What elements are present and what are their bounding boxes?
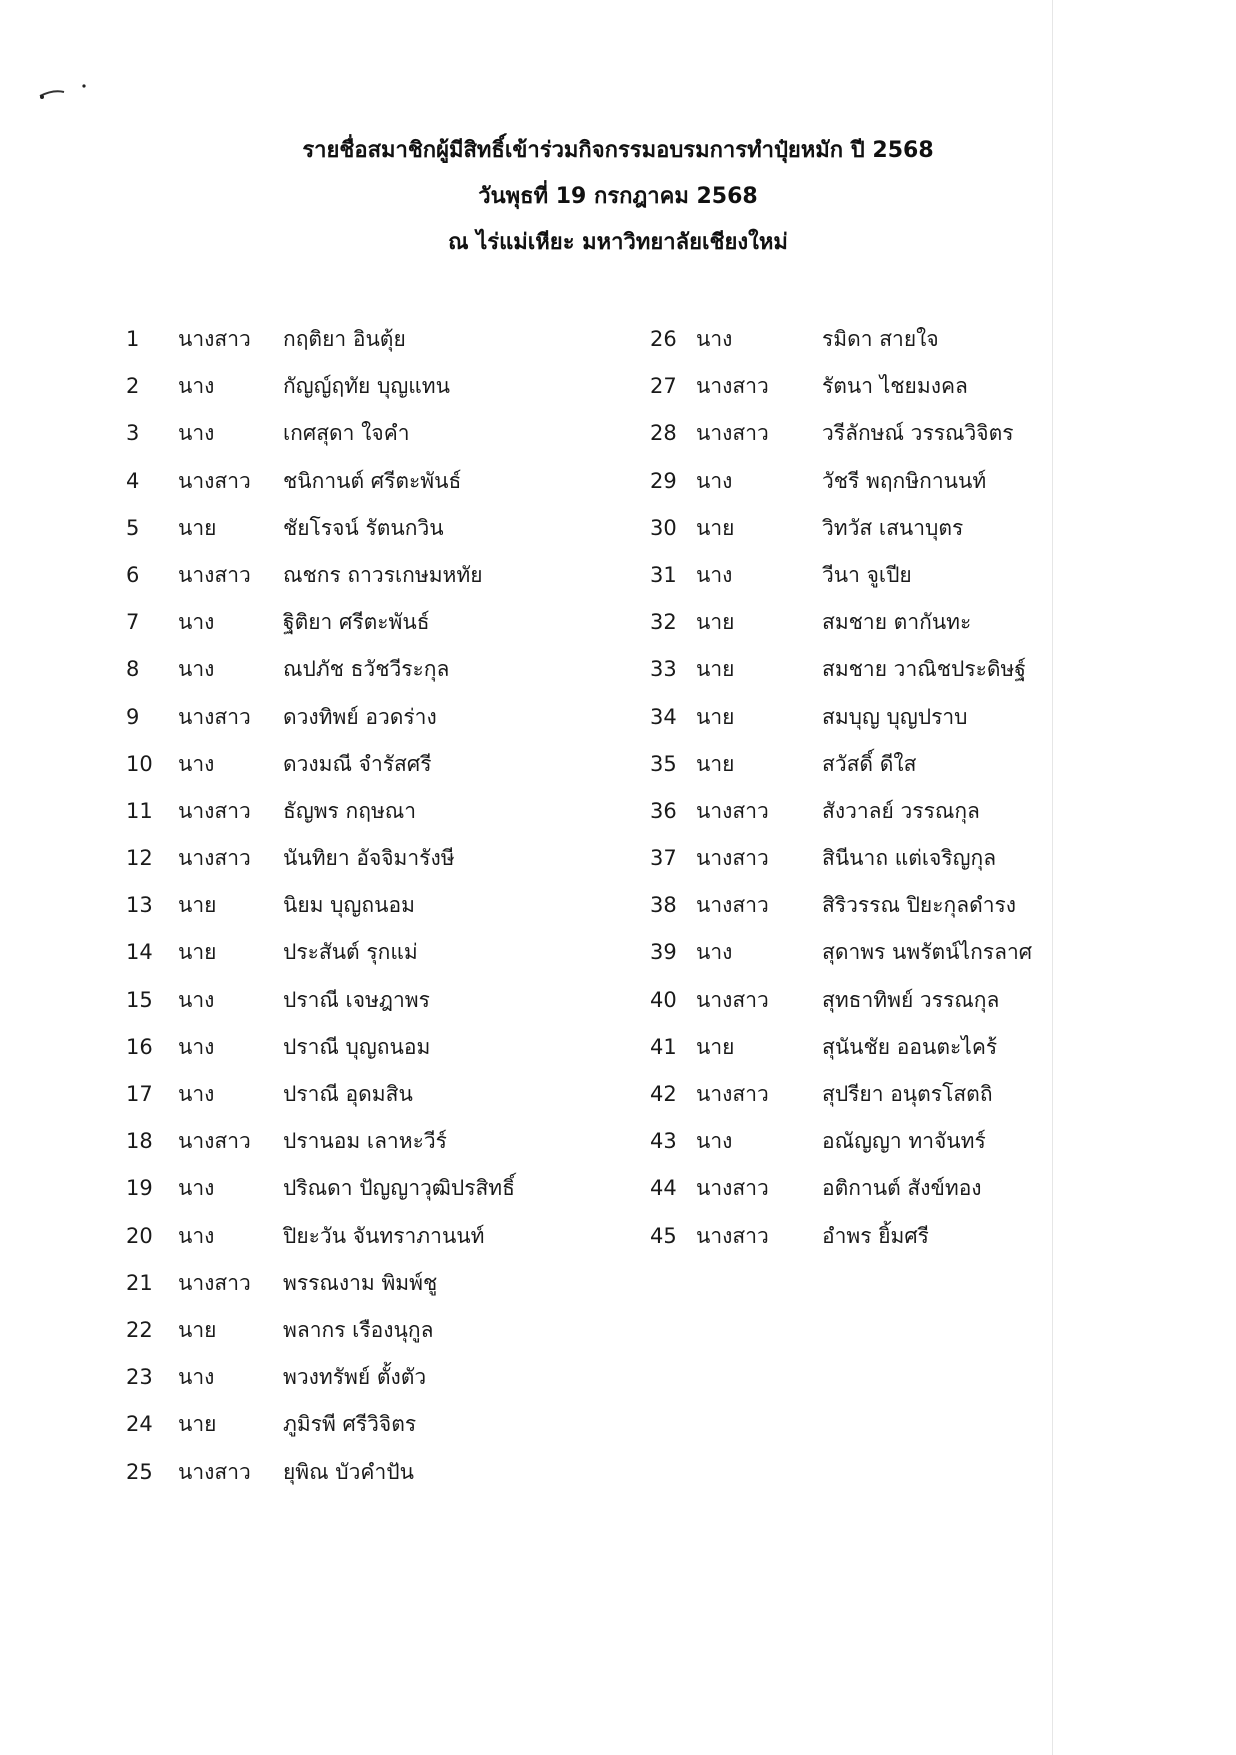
member-title: นางสาว xyxy=(178,798,251,823)
member-title: นาย xyxy=(696,704,735,729)
member-title: นาง xyxy=(178,1365,215,1390)
member-name: ณชกร ถาวรเกษมหทัย xyxy=(283,562,483,587)
member-title: นาย xyxy=(696,610,735,635)
member-name: เกศสุดา ใจคำ xyxy=(283,421,410,446)
member-title: นาง xyxy=(178,1082,215,1106)
member-title: นาย xyxy=(178,1412,217,1437)
member-name: ปรานอม เลาหะวีร์ xyxy=(283,1129,447,1154)
member-name: วัชรี พฤกษิกานนท์ xyxy=(822,468,987,493)
member-number: 13 xyxy=(126,893,153,918)
member-title: นาย xyxy=(178,893,217,918)
member-name: อณัญญา ทาจันทร์ xyxy=(822,1129,986,1154)
member-title: นางสาว xyxy=(178,1129,251,1154)
member-title: นาง xyxy=(178,1176,215,1201)
member-number: 6 xyxy=(126,562,140,587)
member-name: วิทวัส เสนาบุตร xyxy=(822,515,964,540)
member-title: นางสาว xyxy=(178,468,251,493)
member-number: 37 xyxy=(650,846,677,871)
member-title: นาย xyxy=(696,657,735,682)
member-number: 25 xyxy=(126,1459,153,1484)
member-number: 18 xyxy=(126,1129,153,1154)
member-name: สินีนาถ แต่เจริญกุล xyxy=(822,846,997,871)
member-title: นาง xyxy=(178,657,215,682)
member-name: รัตนา ไชยมงคล xyxy=(822,374,968,399)
member-title: นาง xyxy=(696,327,733,351)
member-title: นางสาว xyxy=(696,1176,769,1201)
member-number: 11 xyxy=(126,798,153,823)
member-title: นาง xyxy=(178,374,215,399)
member-name: รมิดา สายใจ xyxy=(822,327,939,351)
member-name: พรรณงาม พิมพ์ชู xyxy=(283,1270,438,1295)
member-name: ปิยะวัน จันทราภานนท์ xyxy=(283,1223,485,1248)
member-number: 3 xyxy=(126,421,140,446)
member-number: 33 xyxy=(650,657,677,682)
member-title: นาง xyxy=(696,562,733,587)
member-number: 28 xyxy=(650,421,677,446)
member-title: นาง xyxy=(696,468,733,493)
member-title: นาง xyxy=(178,1034,215,1059)
member-title: นาง xyxy=(178,751,215,776)
member-title: นางสาว xyxy=(696,1082,769,1106)
member-number: 17 xyxy=(126,1082,153,1106)
member-title: นางสาว xyxy=(696,987,769,1012)
member-number: 30 xyxy=(650,515,677,540)
member-number: 35 xyxy=(650,751,677,776)
member-title: นาง xyxy=(178,421,215,446)
member-name: พวงทรัพย์ ตั้งตัว xyxy=(283,1365,427,1390)
member-title: นางสาว xyxy=(178,704,251,729)
member-number: 21 xyxy=(126,1270,153,1295)
member-number: 2 xyxy=(126,374,140,399)
member-title: นางสาว xyxy=(696,374,769,399)
member-number: 40 xyxy=(650,987,677,1012)
member-name: วรีลักษณ์ วรรณวิจิตร xyxy=(822,421,1014,446)
member-number: 43 xyxy=(650,1129,677,1154)
member-number: 15 xyxy=(126,987,153,1012)
member-number: 14 xyxy=(126,940,153,965)
member-number: 42 xyxy=(650,1082,677,1106)
member-name: ประสันต์ รุกแม่ xyxy=(283,940,418,965)
member-number: 32 xyxy=(650,610,677,635)
member-name: ณปภัช ธวัชวีระกุล xyxy=(283,657,450,682)
member-number: 8 xyxy=(126,657,140,682)
member-name: ดวงทิพย์ อวดร่าง xyxy=(283,704,437,729)
member-name: ปราณี เจษฎาพร xyxy=(283,987,430,1012)
member-title: นางสาว xyxy=(696,1223,769,1248)
member-number: 44 xyxy=(650,1176,677,1201)
document-location: ณ ไร่แม่เหียะ มหาวิทยาลัยเชียงใหม่ xyxy=(448,230,788,255)
member-title: นางสาว xyxy=(696,846,769,871)
member-title: นางสาว xyxy=(178,562,251,587)
member-title: นางสาว xyxy=(178,846,251,871)
member-name: ฐิติยา ศรีตะพันธ์ xyxy=(283,610,430,635)
member-name: สุทธาทิพย์ วรรณกุล xyxy=(822,987,1000,1012)
member-title: นาย xyxy=(696,515,735,540)
document-header xyxy=(0,128,1236,266)
member-name: อำพร ยิ้มศรี xyxy=(822,1223,929,1248)
member-number: 26 xyxy=(650,327,677,351)
member-name: สมชาย ตากันทะ xyxy=(822,610,972,635)
member-name: ปราณี บุญถนอม xyxy=(283,1034,431,1059)
member-name: สิริวรรณ ปิยะกุลดำรง xyxy=(822,893,1017,918)
member-name: ดวงมณี จำรัสศรี xyxy=(283,751,432,776)
member-name: นันทิยา อัจจิมารังษี xyxy=(283,846,455,871)
member-name: สุปรียา อนุตรโสตถิ xyxy=(822,1082,993,1106)
member-name: นิยม บุญถนอม xyxy=(283,893,415,918)
member-number: 29 xyxy=(650,468,677,493)
member-number: 10 xyxy=(126,751,153,776)
member-number: 23 xyxy=(126,1365,153,1390)
member-title: นาง xyxy=(696,940,733,965)
member-title: นาง xyxy=(178,1223,215,1248)
member-name: อติกานต์ สังข์ทอง xyxy=(822,1176,982,1201)
document-title: รายชื่อสมาชิกผู้มีสิทธิ์เข้าร่วมกิจกรรมอบรมการทำปุ๋ยหมัก ปี 2568 xyxy=(302,138,934,163)
member-title: นาง xyxy=(178,610,215,635)
member-number: 19 xyxy=(126,1176,153,1201)
member-title: นางสาว xyxy=(696,893,769,918)
member-number: 22 xyxy=(126,1317,153,1342)
member-number: 27 xyxy=(650,374,677,399)
member-title: นาย xyxy=(696,751,735,776)
member-number: 7 xyxy=(126,610,140,635)
member-name: สมบุญ บุญปราบ xyxy=(822,704,968,729)
member-name: กฤติยา อินตุ้ย xyxy=(283,327,406,351)
member-name: วีนา จูเปีย xyxy=(822,562,912,587)
member-name: ชนิกานต์ ศรีตะพันธ์ xyxy=(283,468,462,493)
member-title: นาง xyxy=(178,987,215,1012)
member-number: 20 xyxy=(126,1223,153,1248)
member-name: สุดาพร นพรัตน์ไกรลาศ xyxy=(822,940,1033,965)
member-number: 34 xyxy=(650,704,677,729)
member-number: 39 xyxy=(650,940,677,965)
member-title: นางสาว xyxy=(178,327,251,351)
member-title: นาย xyxy=(178,515,217,540)
member-number: 45 xyxy=(650,1223,677,1248)
member-number: 16 xyxy=(126,1034,153,1059)
member-number: 24 xyxy=(126,1412,153,1437)
document-date: วันพุธที่ 19 กรกฎาคม 2568 xyxy=(478,184,758,209)
member-title: นาย xyxy=(178,940,217,965)
member-name: สมชาย วาณิชประดิษฐ์ xyxy=(822,657,1026,682)
member-number: 41 xyxy=(650,1034,677,1059)
member-name: ธัญพร กฤษณา xyxy=(283,798,417,823)
member-name: พลากร เรืองนุกูล xyxy=(283,1317,434,1342)
member-number: 1 xyxy=(126,327,140,351)
member-title: นาง xyxy=(696,1129,733,1154)
member-number: 31 xyxy=(650,562,677,587)
member-name: สุนันชัย ออนตะไคร้ xyxy=(822,1034,998,1059)
member-number: 36 xyxy=(650,798,677,823)
member-name: ภูมิรพี ศรีวิจิตร xyxy=(283,1412,417,1437)
scan-mark-icon xyxy=(38,80,96,104)
member-number: 38 xyxy=(650,893,677,918)
member-name: กัญญ์ฤทัย บุญแทน xyxy=(283,374,450,399)
member-number: 9 xyxy=(126,704,140,729)
member-name: ปริณดา ปัญญาวุฒิปรสิทธิ์ xyxy=(283,1176,515,1201)
member-number: 4 xyxy=(126,468,140,493)
member-title: นาย xyxy=(696,1034,735,1059)
member-number: 12 xyxy=(126,846,153,871)
member-number: 5 xyxy=(126,515,140,540)
member-title: นางสาว xyxy=(696,421,769,446)
member-title: นาย xyxy=(178,1317,217,1342)
member-name: สวัสดิ์ ดีใส xyxy=(822,751,917,776)
member-name: สังวาลย์ วรรณกุล xyxy=(822,798,980,823)
member-title: นางสาว xyxy=(178,1270,251,1295)
member-name: ยุพิณ บัวคำปัน xyxy=(283,1459,414,1484)
member-title: นางสาว xyxy=(696,798,769,823)
member-title: นางสาว xyxy=(178,1459,251,1484)
member-name: ชัยโรจน์ รัตนกวิน xyxy=(283,515,444,540)
member-name: ปราณี อุดมสิน xyxy=(283,1082,413,1106)
